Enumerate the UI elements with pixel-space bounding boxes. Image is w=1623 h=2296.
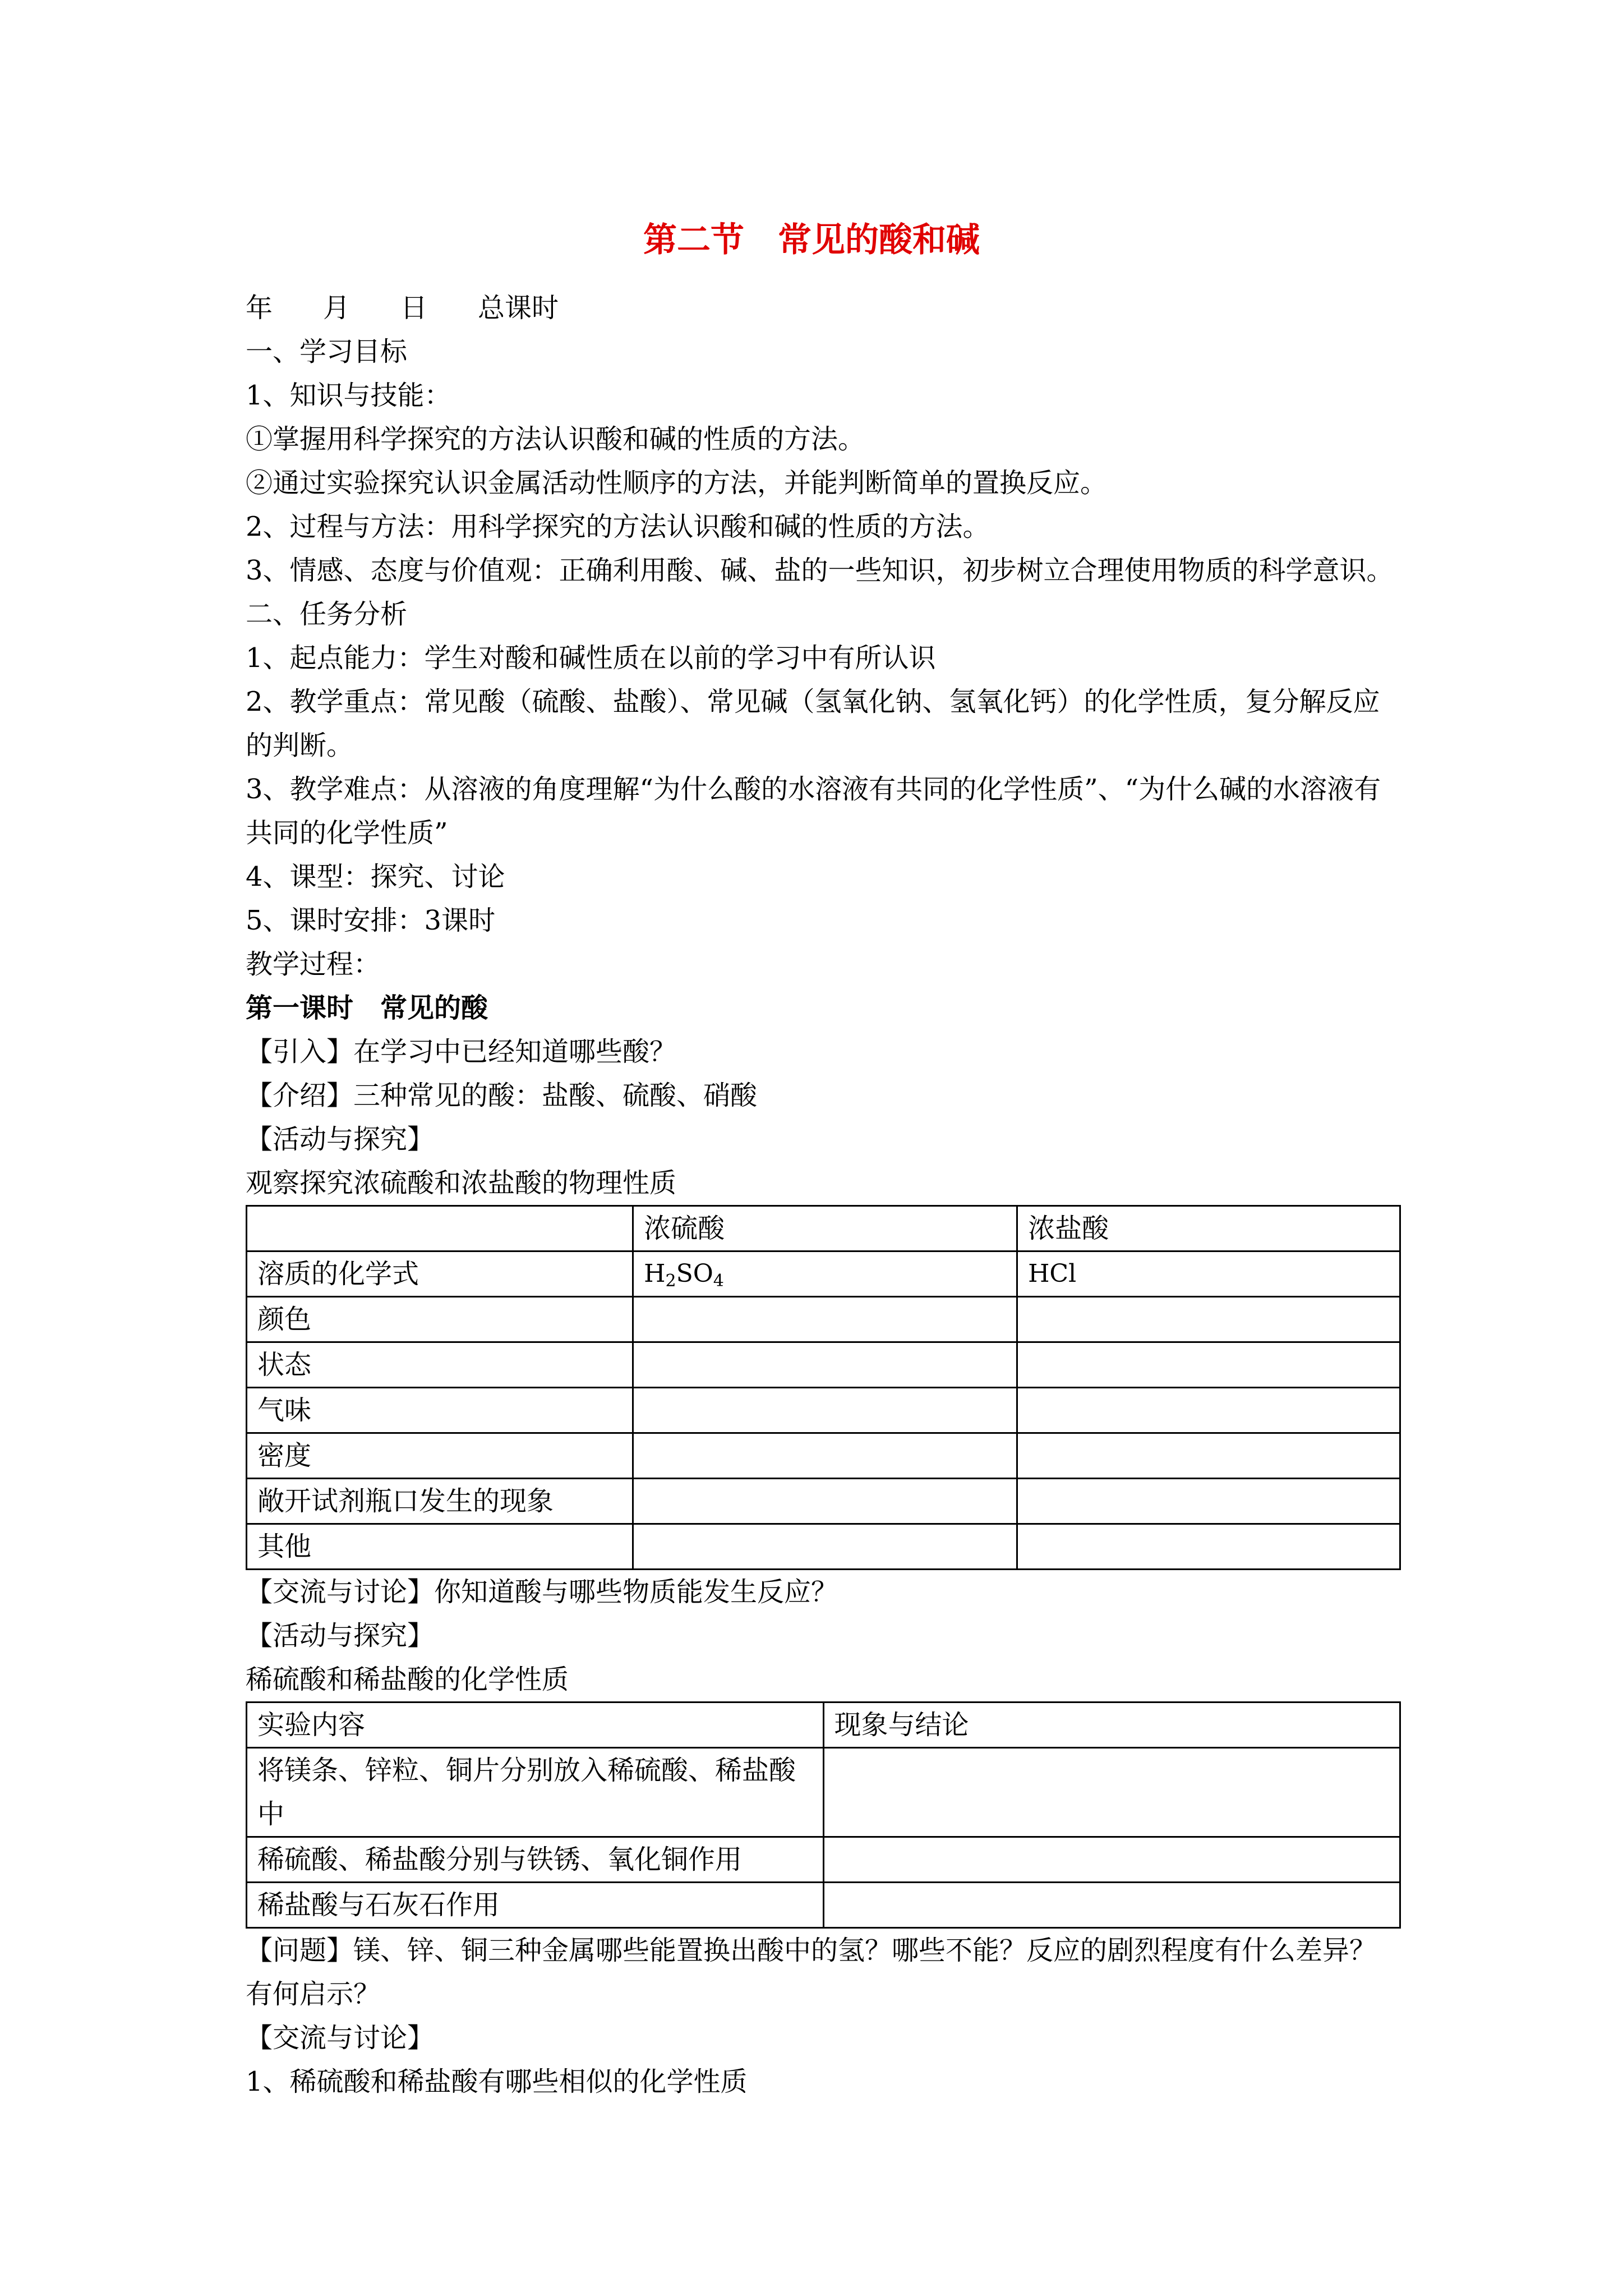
table2-caption: 稀硫酸和稀盐酸的化学性质	[246, 1664, 569, 1695]
activity-heading: 【活动与探究】	[246, 1124, 435, 1155]
objectives-heading: 一、学习目标	[246, 336, 408, 367]
table-row	[247, 1748, 1400, 1837]
chemical-properties-table	[246, 1701, 1401, 1929]
date-line	[246, 286, 1401, 330]
analysis-item: 3、教学难点：从溶液的角度理解“为什么酸的水溶液有共同的化学性质”、“为什么碱的水溶液有共同的化学性质”	[246, 774, 1381, 849]
table-row	[247, 1524, 1400, 1570]
table-row	[247, 1342, 1400, 1388]
table-cell	[1017, 1297, 1400, 1342]
activity-heading: 【活动与探究】	[246, 1620, 435, 1651]
table-cell: 气味	[247, 1388, 633, 1433]
table-cell	[633, 1342, 1017, 1388]
table-row	[247, 1297, 1400, 1342]
question-text: 【问题】镁、锌、铜三种金属哪些能置换出酸中的氢？哪些不能？反应的剧烈程度有什么差异？有何启示？	[246, 1935, 1377, 2010]
table-header-cell: 现象与结论	[823, 1703, 1400, 1748]
discussion-item: 1、稀硫酸和稀盐酸有哪些相似的化学性质	[246, 2066, 748, 2097]
table-row	[247, 1251, 1400, 1297]
table-cell: 溶质的化学式	[247, 1251, 633, 1297]
table-cell: 状态	[247, 1342, 633, 1388]
table-cell	[1017, 1388, 1400, 1433]
analysis-item: 2、教学重点：常见酸（硫酸、盐酸）、常见碱（氢氧化钠、氢氧化钙）的化学性质，复分解反应的判断。	[246, 686, 1380, 761]
table-row	[247, 1388, 1400, 1433]
table-cell	[1017, 1479, 1400, 1524]
objective-item: 1、知识与技能：	[246, 380, 451, 411]
table-header-row	[247, 1206, 1400, 1251]
table-cell	[823, 1837, 1400, 1883]
process-label: 教学过程：	[246, 949, 381, 980]
discussion-heading: 【交流与讨论】	[246, 2022, 435, 2054]
table-cell	[633, 1297, 1017, 1342]
table-cell	[633, 1388, 1017, 1433]
table-cell: 其他	[247, 1524, 633, 1570]
table-cell	[1017, 1524, 1400, 1570]
document-body	[246, 286, 1401, 2104]
objective-item: ②通过实验探究认识金属活动性顺序的方法，并能判断简单的置换反应。	[246, 467, 1108, 499]
table-cell	[1017, 1342, 1400, 1388]
table-cell: 颜色	[247, 1297, 633, 1342]
introduce-text: 【介绍】三种常见的酸：盐酸、硫酸、硝酸	[246, 1080, 758, 1111]
intro-text: 【引入】在学习中已经知道哪些酸？	[246, 1036, 677, 1068]
table-cell	[633, 1479, 1017, 1524]
analysis-item: 4、课型：探究、讨论	[246, 861, 505, 892]
page-title: 第二节 常见的酸和碱	[643, 220, 980, 260]
table-header-cell: 浓硫酸	[633, 1206, 1017, 1251]
discussion-text: 【交流与讨论】你知道酸与哪些物质能发生反应？	[246, 1576, 838, 1608]
lesson-heading: 第一课时 常见的酸	[246, 992, 488, 1024]
physical-properties-table	[246, 1205, 1401, 1570]
analysis-item: 5、课时安排：3课时	[246, 905, 496, 936]
table-header-row	[247, 1703, 1400, 1748]
year-label: 年	[246, 292, 273, 324]
table-cell: 稀盐酸与石灰石作用	[247, 1883, 824, 1928]
table-row	[247, 1837, 1400, 1883]
table-cell	[823, 1748, 1400, 1837]
table-row	[247, 1479, 1400, 1524]
objective-item: 3、情感、态度与价值观：正确利用酸、碱、盐的一些知识，初步树立合理使用物质的科学意识。	[246, 555, 1394, 586]
formula-h2so4: $H_2SO_4$	[633, 1251, 1017, 1297]
table-cell	[823, 1883, 1400, 1928]
objective-item: ①掌握用科学探究的方法认识酸和碱的性质的方法。	[246, 424, 865, 455]
table-cell	[633, 1433, 1017, 1479]
objective-item: 2、过程与方法：用科学探究的方法认识酸和碱的性质的方法。	[246, 511, 990, 542]
table-header-cell	[247, 1206, 633, 1251]
table-cell: HCl	[1017, 1251, 1400, 1297]
analysis-heading: 二、任务分析	[246, 599, 408, 630]
table-row	[247, 1883, 1400, 1928]
day-label: 日	[400, 292, 428, 324]
table-cell: 密度	[247, 1433, 633, 1479]
table-cell: 敞开试剂瓶口发生的现象	[247, 1479, 633, 1524]
table-header-cell: 浓盐酸	[1017, 1206, 1400, 1251]
table-cell	[1017, 1433, 1400, 1479]
table-cell	[633, 1524, 1017, 1570]
table1-caption: 观察探究浓硫酸和浓盐酸的物理性质	[246, 1167, 677, 1199]
table-header-cell: 实验内容	[247, 1703, 824, 1748]
analysis-item: 1、起点能力：学生对酸和碱性质在以前的学习中有所认识	[246, 642, 936, 674]
table-cell: 将镁条、锌粒、铜片分别放入稀硫酸、稀盐酸中	[247, 1748, 824, 1837]
month-label: 月	[323, 292, 351, 324]
table-cell: 稀硫酸、稀盐酸分别与铁锈、氧化铜作用	[247, 1837, 824, 1883]
table-row	[247, 1433, 1400, 1479]
total-periods-label: 总课时	[478, 292, 559, 324]
